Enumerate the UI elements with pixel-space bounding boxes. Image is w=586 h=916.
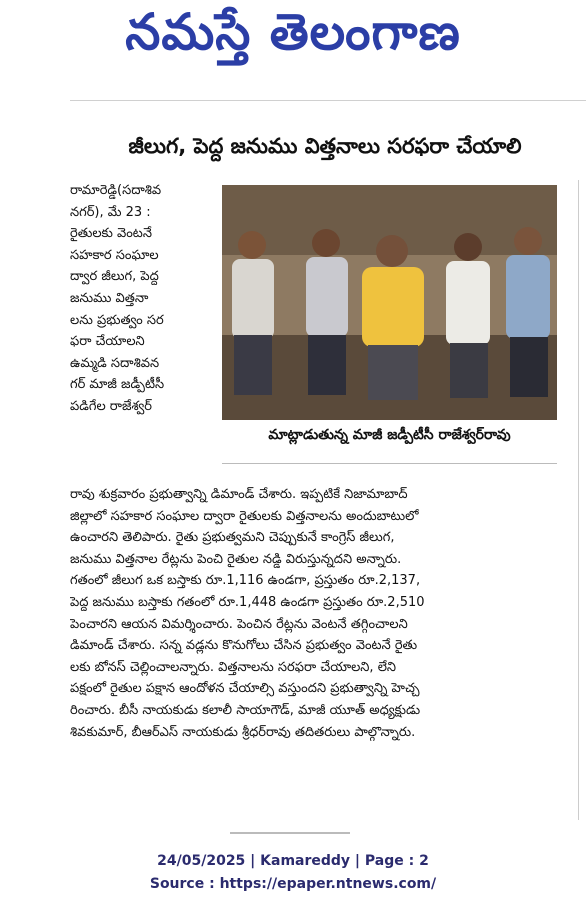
article-end-marker bbox=[230, 832, 350, 834]
body-line: జనుము విత్తనాల రేట్లను పెంచి రైతుల నడ్డి విరుస్తున్నదని అన్నారు. bbox=[70, 551, 402, 567]
body-line: గతంలో జీలుగ ఒక బస్తాకు రూ.1,116 ఉండగా, ప్రస్తుతం రూ.2,137, bbox=[70, 573, 421, 589]
body-line: ఉంచారని తెలిపారు. రైతు ప్రభుత్వమని చెప్పుకునే కాంగ్రెస్ జీలుగ, bbox=[70, 530, 395, 546]
lede-line: ద్వార జీలుగ, పెద్ద bbox=[70, 269, 159, 285]
masthead bbox=[0, 0, 586, 76]
article bbox=[70, 180, 586, 830]
footer-source: Source : https://epaper.ntnews.com/ bbox=[149, 876, 437, 892]
lede-line: గర్ మాజీ జడ్పీటీసీ bbox=[70, 377, 165, 393]
body-line: జిల్లాలో సహకార సంఘాల ద్వారా రైతులకు విత్తనాలను అందుబాటులో bbox=[70, 508, 419, 524]
body-line: రించారు. బీసీ నాయకుడు కలాలీ సాయాగౌడ్, మాజీ యూత్ అధ్యక్షుడు bbox=[70, 702, 421, 718]
lede-line: ఉమ్మడి సదాశివన bbox=[70, 355, 160, 371]
body-line: పెద్ద జనుము బస్తాకు గతంలో రూ.1,448 ఉండగా ప్రస్తుతం రూ.2,510 bbox=[70, 594, 425, 610]
body-line: లకు బోనస్ చెల్లించాలన్నారు. విత్తనాలను సరఫరా చేయాలని, లేని bbox=[70, 659, 397, 675]
article-headline: జీలుగ, పెద్ద జనుము విత్తనాలు సరఫరా చేయాలి bbox=[128, 134, 522, 158]
body-line: శివకుమార్, బీఆర్ఎస్ నాయకుడు శ్రీధర్‌రావు తదితరులు పాల్గొన్నారు. bbox=[70, 724, 416, 740]
masthead-divider bbox=[70, 100, 586, 101]
column-divider bbox=[578, 180, 579, 820]
lede-line: రైతులకు వెంటనే bbox=[70, 226, 152, 242]
lede-line: రామారెడ్డి(సదాశివ bbox=[70, 183, 162, 198]
article-photo bbox=[222, 185, 557, 420]
body-line: పెంచారని ఆయన విమర్శించారు. పెంచిన రేట్లను వెంటనే తగ్గించాలని bbox=[70, 616, 408, 632]
photo-caption: మాట్లాడుతున్న మాజీ జడ్పీటీసీ రాజేశ్వర్‌రావు bbox=[268, 427, 511, 443]
lede-line: నగర్), మే 23 : bbox=[70, 204, 151, 220]
group-photo-illustration bbox=[222, 185, 557, 420]
caption-divider bbox=[222, 463, 557, 464]
masthead-title: నమస్తే తెలంగాణ bbox=[125, 2, 461, 61]
article-body bbox=[70, 484, 570, 743]
body-line: డిమాండ్ చేశారు. సన్న వడ్లను కొనుగోలు చేసిన ప్రభుత్వం వెంటనే రైతు bbox=[70, 638, 418, 654]
lede-line: పడిగేల రాజేశ్వర్ bbox=[70, 398, 152, 414]
lede-line: లను ప్రభుత్వం సర bbox=[70, 312, 164, 328]
lede-line: ఫరా చేయాలని bbox=[70, 334, 145, 350]
body-line: రావు శుక్రవారం ప్రభుత్వాన్ని డిమాండ్ చేశారు. ఇప్పటికే నిజామాబాద్ bbox=[70, 487, 408, 502]
article-lede bbox=[70, 180, 218, 418]
body-line: పక్షంలో రైతుల పక్షాన ఆందోళన చేయాల్సి వస్తుందని ప్రభుత్వాన్ని హెచ్చ bbox=[70, 681, 420, 697]
footer-dateline: 24/05/2025 | Kamareddy | Page : 2 bbox=[157, 853, 429, 869]
lede-line: జనుము విత్తనా bbox=[70, 290, 149, 306]
lede-line: సహకార సంఘాల bbox=[70, 247, 159, 263]
